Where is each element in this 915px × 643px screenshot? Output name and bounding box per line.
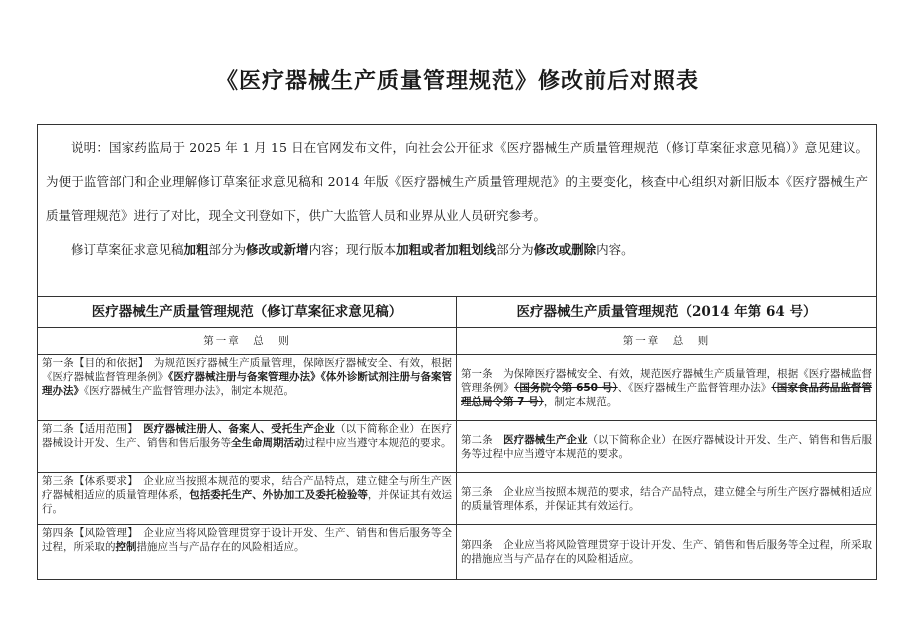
article-1-current bbox=[457, 355, 876, 420]
article-2-draft bbox=[38, 421, 457, 472]
header-draft-version: 医疗器械生产质量管理规范（修订草案征求意见稿） bbox=[38, 297, 457, 327]
bold-text: 包括委托生产、外协加工及委托检验等 bbox=[189, 489, 368, 501]
article-text: 第三条【体系要求】 企业应当按照本规范的要求，结合产品特点，建立健全与所生产医疗器械相适应的质量管理体系， bbox=[42, 475, 452, 501]
article-text: 措施应当与产品存在的风险相适应。 bbox=[136, 541, 305, 553]
article-text: 第一条【目的和依据】 为规范医疗器械生产质量管理，保障医疗器械安全、有效，根据《医疗器械监督管理条例》 bbox=[42, 357, 452, 383]
article-text: 第三条 企业应当按照本规范的要求，结合产品特点，建立健全与所生产医疗器械相适应的质量管理体系，并保证其有效运行。 bbox=[461, 485, 872, 512]
document-title: 《医疗器械生产质量管理规范》修改前后对照表 bbox=[215, 69, 699, 94]
article-text: ，并保证其有效运行。 bbox=[42, 489, 453, 515]
bold-text: 医疗器械注册人、备案人、受托生产企业 bbox=[143, 423, 335, 435]
article-3-current bbox=[457, 473, 876, 524]
struck-text: （国家食品药品监督管理总局令第 7 号） bbox=[461, 381, 873, 408]
legend-text: 内容；现行版本 bbox=[308, 242, 397, 257]
article-text: 过程中应当遵守本规范的要求。 bbox=[304, 437, 452, 449]
article-text: ，制定本规范。 bbox=[543, 395, 618, 408]
chapter-row bbox=[38, 328, 876, 355]
bold-text: 全生命周期活动 bbox=[231, 437, 305, 449]
legend-bold-text: 加粗或者加粗划线 bbox=[396, 242, 497, 257]
legend-bold-text: 加粗 bbox=[183, 242, 209, 257]
legend-text: 修订草案征求意见稿 bbox=[71, 242, 184, 257]
bold-text: 《医疗器械注册与备案管理办法》《体外诊断试剂注册与备案管理办法》 bbox=[42, 371, 453, 397]
legend-bold-text: 修改或删除 bbox=[533, 242, 597, 257]
article-text: 、《医疗器械生产监督管理办法》 bbox=[617, 381, 772, 394]
legend-text: 部分为 bbox=[496, 242, 534, 257]
explanation-paragraph: 说明：国家药监局于 2025 年 1 月 15 日在官网发布文件，向社会公开征求《医疗器械生产质量管理规范（修订草案征求意见稿）》意见建议。为便于监管部门和企业理解修订草案征求意见稿和 2014 年版《医疗器械生产质量管理规范》的主要变化，核查中心组织对新旧版本《医疗器械生产质量管理规范》进行了对比，现全文刊登如下，供广大监管人员和业界从业人员研究参考。 bbox=[46, 140, 868, 223]
article-text: 第二条【适用范围】 bbox=[42, 423, 144, 435]
chapter-title-right: 第一章 总 则 bbox=[622, 335, 711, 347]
article-text: 《医疗器械生产监督管理办法》，制定本规范。 bbox=[84, 385, 294, 397]
struck-text: （国务院令第 650 号） bbox=[513, 381, 618, 394]
article-text: （以下简称企业）在医疗器械设计开发、生产、销售和售后服务等 bbox=[42, 423, 453, 449]
comparison-frame bbox=[37, 124, 877, 580]
article-text: （以下简称企业）在医疗器械设计开发、生产、销售和售后服务等过程中应当遵守本规范的要求。 bbox=[461, 433, 873, 460]
table-row bbox=[38, 473, 876, 525]
table-row bbox=[38, 421, 876, 473]
article-1-draft bbox=[38, 355, 457, 420]
comparison-table bbox=[38, 297, 876, 579]
article-4-current bbox=[457, 525, 876, 579]
article-text: 第一条 为保障医疗器械安全、有效，规范医疗器械生产质量管理，根据《医疗器械监督管理条例》 bbox=[461, 367, 872, 394]
header-current-version: 医疗器械生产质量管理规范（2014 年第 64 号） bbox=[516, 304, 817, 320]
bold-text: 控制 bbox=[115, 541, 137, 553]
bold-text: 医疗器械生产企业 bbox=[503, 433, 588, 446]
legend-paragraph bbox=[46, 233, 868, 267]
explanation-box bbox=[38, 125, 876, 297]
legend-text: 内容。 bbox=[596, 242, 634, 257]
article-text: 第二条 bbox=[461, 433, 504, 446]
legend-text: 部分为 bbox=[208, 242, 247, 257]
table-header-row bbox=[38, 297, 876, 328]
legend-bold-text: 修改或新增 bbox=[246, 242, 309, 257]
chapter-title-left: 第一章 总 则 bbox=[38, 328, 457, 354]
article-2-current bbox=[457, 421, 876, 472]
article-text: 第四条【风险管理】 企业应当将风险管理贯穿于设计开发、生产、销售和售后服务等全过程，所采取的 bbox=[42, 527, 452, 553]
article-text: 第四条 企业应当将风险管理贯穿于设计开发、生产、销售和售后服务等全过程，所采取的措施应当与产品存在的风险相适应。 bbox=[461, 539, 872, 565]
article-4-draft bbox=[38, 525, 457, 579]
table-row bbox=[38, 525, 876, 579]
table-row bbox=[38, 355, 876, 421]
article-3-draft bbox=[38, 473, 457, 524]
